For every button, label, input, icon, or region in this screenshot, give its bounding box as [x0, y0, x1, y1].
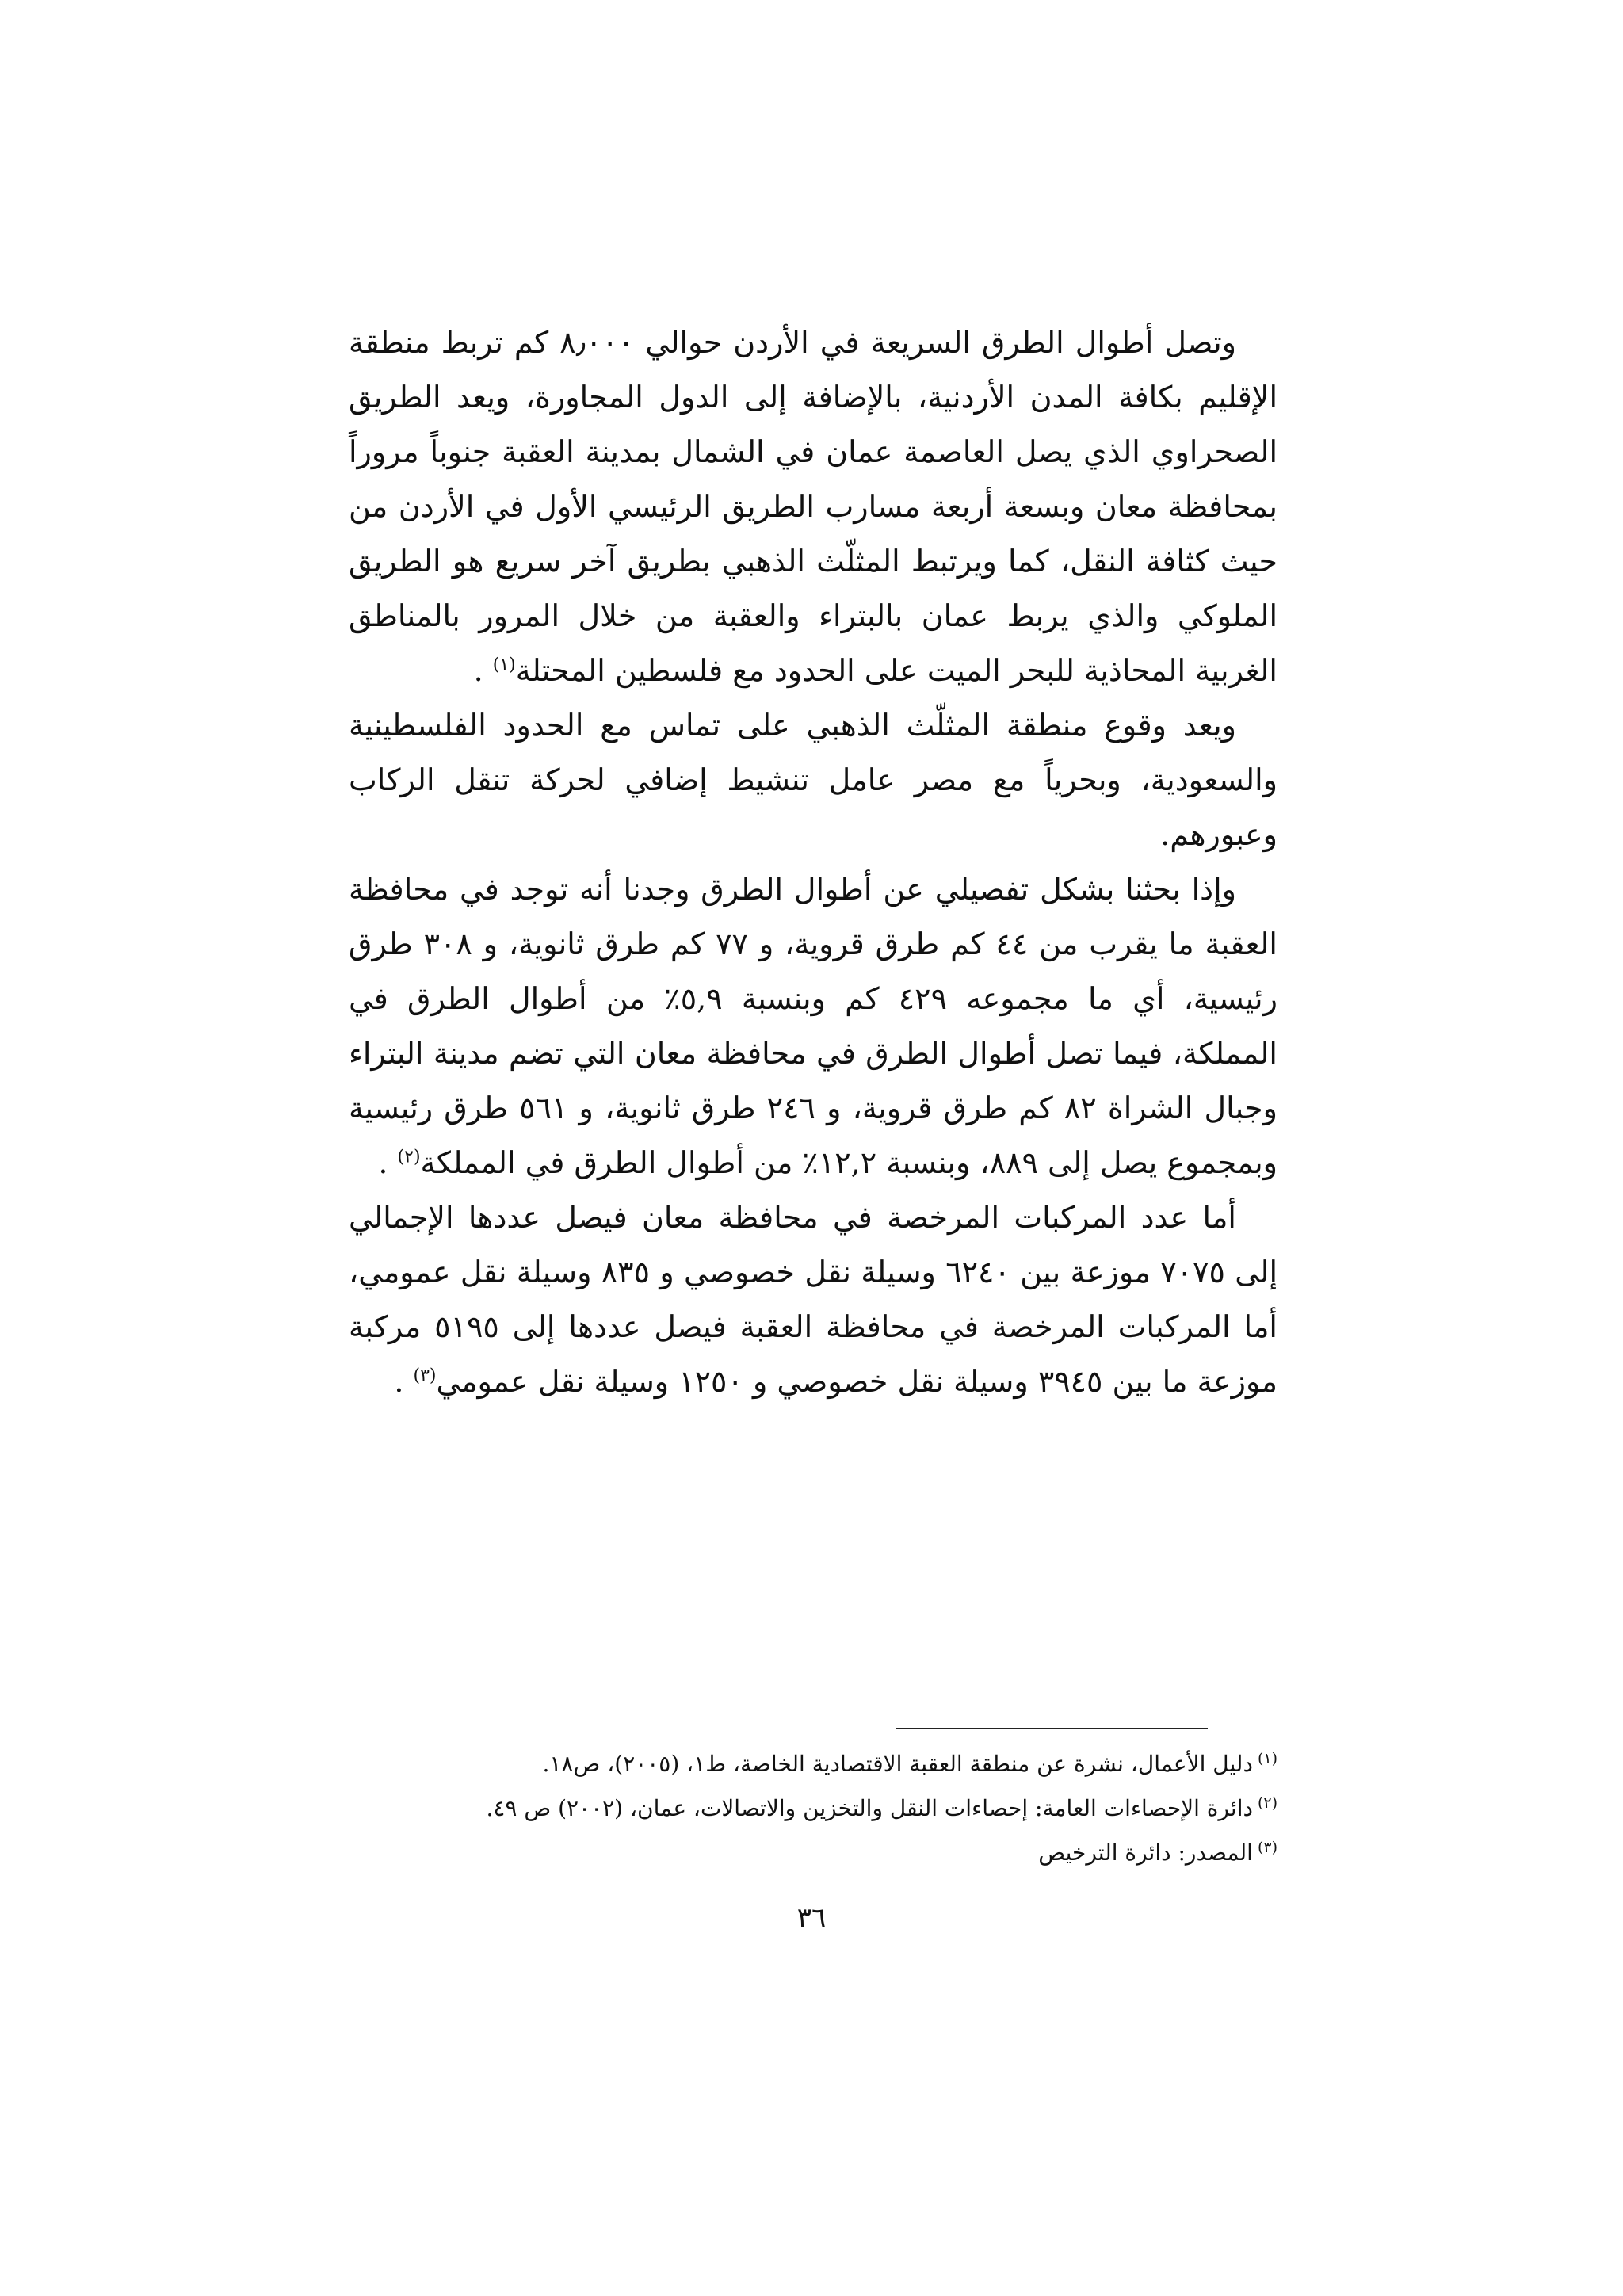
footnote-reference: (٣): [413, 1366, 437, 1386]
paragraph-text: وإذا بحثنا بشكل تفصيلي عن أطوال الطرق وجدنا أنه توجد في محافظة العقبة ما يقرب من ٤٤ كم طرق قروية، و ٧٧ كم طرق ثانوية، و ٣٠٨ طرق رئيسية، أي ما مجموعه ٤٢٩ كم وبنسبة ٥,٩٪ من أطوال الطرق في المملكة، فيما تصل أطوال الطرق في محافظة معان التي تضم مدينة البتراء وجبال الشراة ٨٢ كم طرق قروية، و ٢٤٦ طرق ثانوية، و ٥٦١ طرق رئيسية وبمجموع يصل إلى ٨٨٩، وبنسبة ١٢,٢٪ من أطوال الطرق في المملكة: [349, 872, 1277, 1180]
paragraph-end: .: [394, 1364, 414, 1399]
footnote-text: دليل الأعمال، نشرة عن منطقة العقبة الاقتصادية الخاصة، ط١، (٢٠٠٥)، ص١٨.: [542, 1751, 1253, 1777]
footnote-mark: (٢): [1257, 1794, 1277, 1812]
footnote-item: [349, 1786, 1277, 1831]
body-text: [349, 315, 1277, 1409]
paragraph-road-details: [349, 862, 1277, 1190]
paragraph-text: وتصل أطوال الطرق السريعة في الأردن حوالي ٨٫٠٠٠ كم تربط منطقة الإقليم بكافة المدن الأردنية، بالإضافة إلى الدول المجاورة، ويعد الطريق الصحراوي الذي يصل العاصمة عمان في الشمال بمدينة العقبة جنوباً مروراً بمحافظة معان وبسعة أربعة مسارب الطريق الرئيسي الأول في الأردن من حيث كثافة النقل، كما ويرتبط المثلّث الذهبي بطريق آخر سريع هو الطريق الملوكي والذي يربط عمان بالبتراء والعقبة من خلال المرور بالمناطق الغربية المحاذية للبحر الميت على الحدود مع فلسطين المحتلة: [349, 325, 1277, 688]
footnote-reference: (١): [492, 655, 516, 675]
footnote-text: المصدر: دائرة الترخيص: [1038, 1839, 1253, 1866]
footnote-divider: [896, 1728, 1208, 1729]
page-number: ٣٦: [796, 1902, 827, 1934]
paragraph-vehicles: [349, 1190, 1277, 1409]
paragraph-end: .: [378, 1145, 398, 1180]
paragraph-golden-triangle: [349, 698, 1277, 862]
paragraph-roads-length: [349, 315, 1277, 698]
footnote-mark: (١): [1257, 1749, 1277, 1767]
paragraph-text: أما عدد المركبات المرخصة في محافظة معان فيصل عددها الإجمالي إلى ٧٠٧٥ موزعة بين ٦٢٤٠ وسيلة نقل خصوصي و ٨٣٥ وسيلة نقل عمومي، أما المركبات المرخصة في محافظة العقبة فيصل عددها إلى ٥١٩٥ مركبة موزعة ما بين ٣٩٤٥ وسيلة نقل خصوصي و ١٢٥٠ وسيلة نقل عمومي: [349, 1200, 1278, 1399]
footnote-item: [349, 1831, 1277, 1875]
footnote-item: [349, 1742, 1277, 1786]
footnote-reference: (٢): [397, 1147, 421, 1167]
footnote-text: دائرة الإحصاءات العامة: إحصاءات النقل والتخزين والاتصالات، عمان، (٢٠٠٢) ص ٤٩.: [486, 1795, 1253, 1821]
paragraph-text: ويعد وقوع منطقة المثلّث الذهبي على تماس مع الحدود الفلسطينية والسعودية، وبحرياً مع مصر عامل تنشيط إضافي لحركة تنقل الركاب وعبورهم.: [349, 708, 1277, 852]
footnote-mark: (٣): [1257, 1838, 1277, 1856]
footnotes: [349, 1742, 1277, 1875]
paragraph-end: .: [473, 653, 493, 688]
